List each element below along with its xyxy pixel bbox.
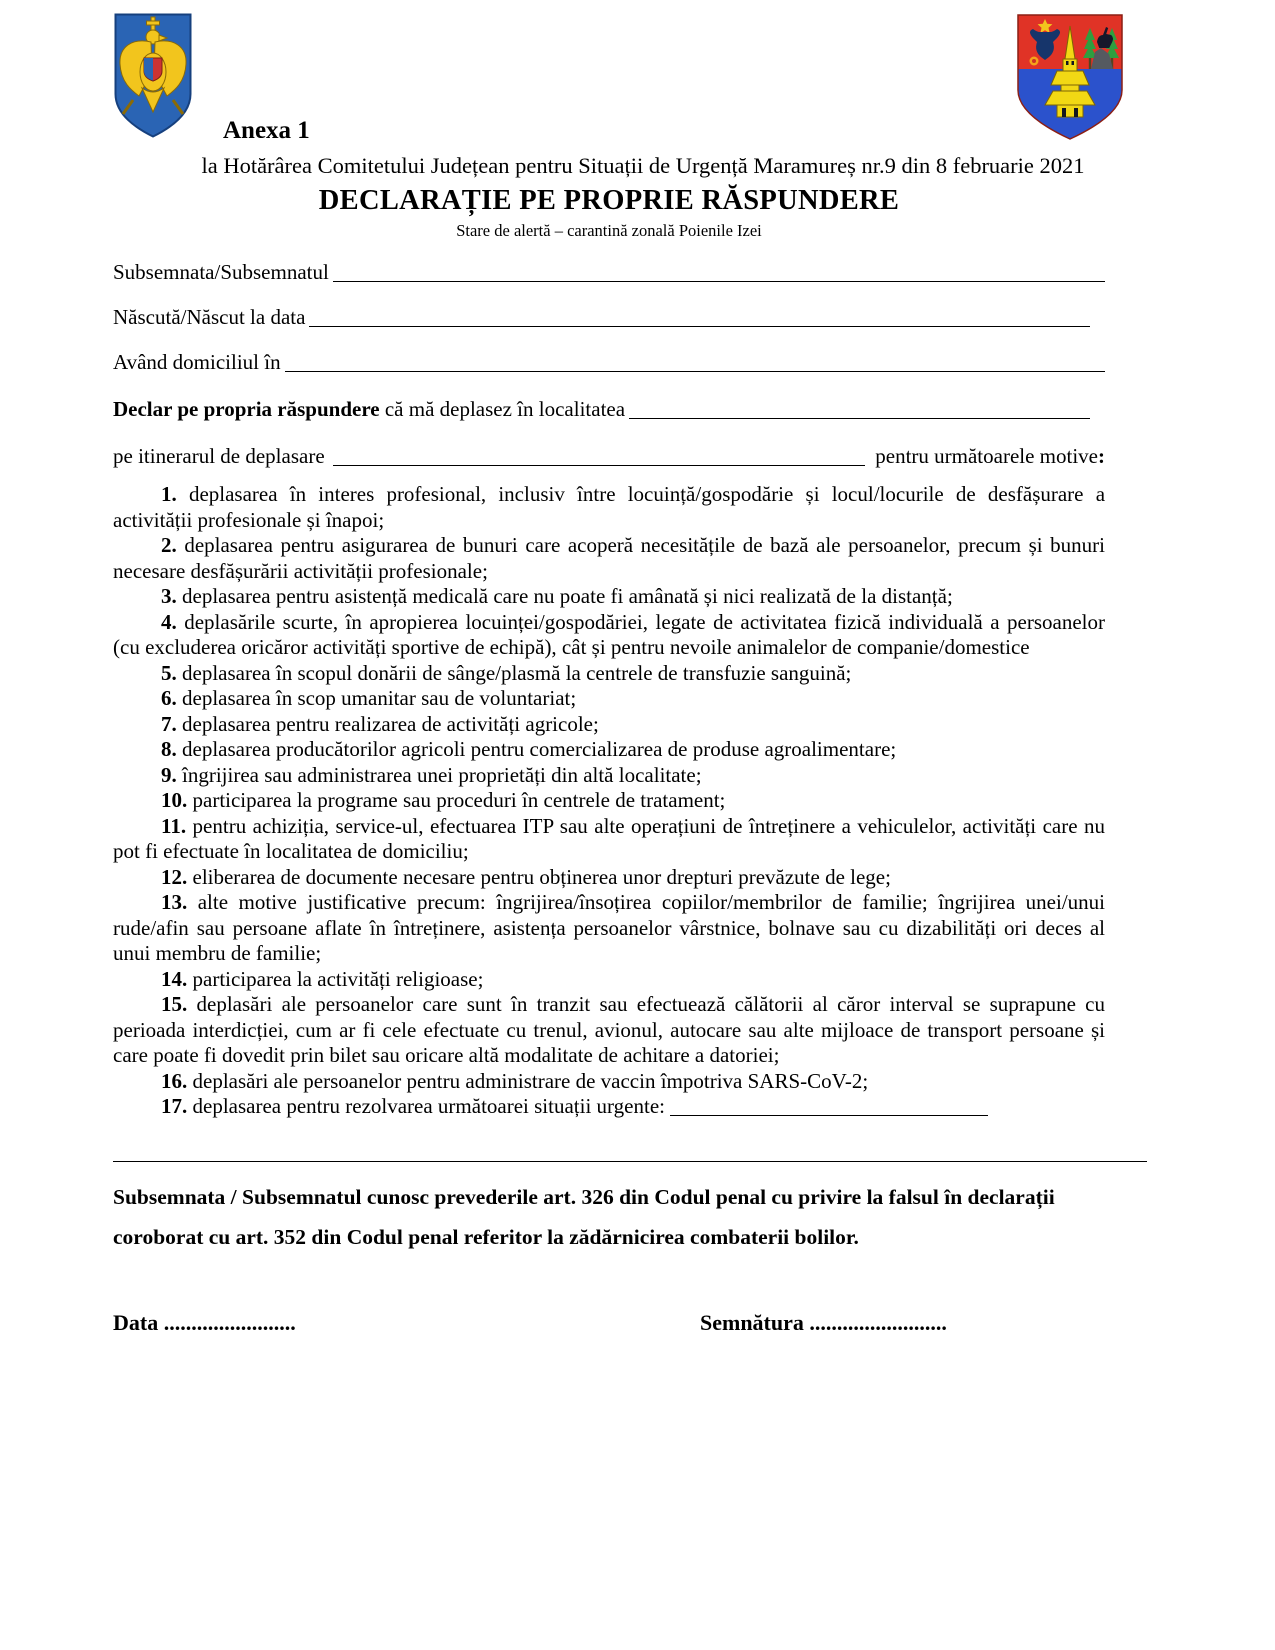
domicile-field-row: [113, 349, 1105, 375]
reason-text: participarea la activități religioase;: [192, 966, 484, 991]
reason-item-4: [113, 610, 1105, 661]
reason-item-6: [113, 686, 1105, 712]
declaration-lead-bold: Declar pe propria răspundere: [113, 397, 380, 421]
birthdate-blank-field[interactable]: [309, 304, 1090, 327]
identity-fields: [113, 259, 1105, 469]
reason-number: 1.: [161, 482, 177, 506]
reason-text: deplasarea pentru realizarea de activități agricole;: [182, 711, 599, 736]
signature-row: [113, 1310, 1105, 1336]
page-title: DECLARAȚIE PE PROPRIE RĂSPUNDERE: [318, 185, 900, 216]
reason-text: eliberarea de documente necesare pentru obținerea unor drepturi prevăzute de lege;: [192, 864, 891, 889]
reason-text: deplasări ale persoanelor care sunt în tranzit sau efectuează călătorii al căror interval se suprapune cu perioada interdicției, cum ar fi cele efectuate cu trenul, avionul, autocare sau alte mijloace de transport persoane și care poate fi dovedit prin bilet sau oricare altă modalitate de achitare a datoriei;: [113, 992, 1105, 1067]
reason-text: pentru achiziția, service-ul, efectuarea ITP sau alte operațiuni de întreținere a vehiculelor, activități care nu pot fi efectuate în localitatea de domiciliu;: [113, 813, 1105, 863]
reason-text: deplasarea producătorilor agricoli pentru comercializarea de produse agroalimentare;: [182, 737, 897, 761]
itinerary-field-row: [113, 443, 1105, 469]
romania-coat-of-arms-icon: [113, 12, 193, 139]
itinerary-blank-field[interactable]: [333, 443, 866, 466]
reason-item-14: [113, 967, 1105, 993]
reason-number: 7.: [161, 711, 177, 736]
annex-label: Anexa 1: [223, 117, 310, 144]
name-label: Subsemnata/Subsemnatul: [113, 260, 329, 284]
reason-text: participarea la programe sau proceduri în centrele de tratament;: [192, 788, 726, 812]
maramures-coat-of-arms-icon: [1015, 12, 1125, 142]
reason-number: 10.: [161, 788, 188, 812]
destination-field-row: [113, 396, 1105, 422]
legal-notice: Subsemnata / Subsemnatul cunosc prevederile art. 326 din Codul penal cu privire la falsul în declarații coroborat cu art. 352 din Codul penal referitor la zădărnicirea combaterii bolilor.: [113, 1184, 1055, 1249]
reason-number: 13.: [161, 890, 188, 914]
reason-item-13: [113, 890, 1105, 967]
reason-text: deplasările scurte, în apropierea locuinței/gospodăriei, legate de activitatea fizică individuală a persoanelor (cu excluderea oricăror activități sportive de echipă), cât și pentru nevoile animalelor de companie/domestice: [113, 609, 1105, 659]
document-header: [113, 0, 1105, 240]
signature-field: [700, 1310, 947, 1336]
reason-text: alte motive justificative precum: îngrijirea/însoțirea copiilor/membrilor de familie; îngrijirea unei/unui rude/afin sau persoane aflate în întreținere, asistența persoanelor vârstnice, bolnave sau cu dizabilități ori deces al unui membru de familie;: [113, 890, 1105, 965]
birthdate-field-row: [113, 304, 1105, 330]
reason-number: 17.: [161, 1094, 188, 1118]
birthdate-label: Născută/Născut la data: [113, 305, 306, 329]
reason-text: deplasări ale persoanelor pentru administrare de vaccin împotriva SARS-CoV-2;: [192, 1068, 869, 1093]
reason-item-10: [113, 788, 1105, 814]
reason-item-12: [113, 865, 1105, 891]
domicile-blank-field[interactable]: [285, 349, 1105, 372]
reason-number: 5.: [161, 660, 177, 685]
subordination-line: la Hotărârea Comitetului Județean pentru Situații de Urgență Maramureș nr.9 din 8 februarie 2021: [201, 153, 1085, 178]
signature-dots[interactable]: .........................: [809, 1309, 947, 1335]
separator-line: [113, 1161, 1147, 1162]
reason-text: deplasarea în scopul donării de sânge/plasmă la centrele de transfuzie sanguină;: [182, 660, 852, 685]
reason-item-17: [113, 1094, 1105, 1120]
declaration-lead-rest: că mă deplasez în localitatea: [384, 397, 626, 421]
reason-item-15: [113, 992, 1105, 1069]
reason-number: 15.: [161, 992, 188, 1016]
reason-number: 2.: [161, 533, 177, 557]
signature-label: Semnătura: [700, 1309, 804, 1335]
reason-text: deplasarea pentru asigurarea de bunuri care acoperă necesitățile de bază ale persoanelor, precum și bunuri necesare desfășurării activității profesionale;: [113, 533, 1106, 583]
reason-item-11: [113, 814, 1105, 865]
page-subtitle: Stare de alertă – carantină zonală Poienile Izei: [456, 221, 762, 240]
reason-number: 16.: [161, 1068, 188, 1093]
reason-text: deplasarea pentru asistență medicală care nu poate fi amânată și nici realizată de la distanță;: [182, 584, 953, 608]
urgent-situation-blank-field[interactable]: [670, 1097, 988, 1116]
reason-number: 14.: [161, 966, 188, 991]
name-field-row: [113, 259, 1105, 285]
domicile-label: Având domiciliul în: [113, 350, 281, 374]
reason-number: 8.: [161, 737, 177, 761]
reason-text: deplasarea în interes profesional, inclusiv între locuință/gospodărie și locul/locurile de desfășurare a activității profesionale și înapoi;: [113, 482, 1106, 532]
itinerary-label: pe itinerarul de deplasare: [113, 444, 325, 468]
reason-item-16: [113, 1069, 1105, 1095]
reason-number: 11.: [161, 813, 187, 838]
reason-item-8: [113, 737, 1105, 763]
itinerary-suffix: pentru următoarele motive:: [875, 444, 1105, 468]
reason-text: deplasarea pentru rezolvarea următoarei situații urgente:: [192, 1094, 665, 1118]
reason-number: 4.: [161, 609, 177, 634]
reason-text: îngrijirea sau administrarea unei proprietăți din altă localitate;: [182, 762, 702, 787]
reason-number: 6.: [161, 686, 177, 710]
reason-item-5: [113, 661, 1105, 687]
reason-item-3: [113, 584, 1105, 610]
reasons-list: [113, 482, 1105, 1120]
name-blank-field[interactable]: [333, 259, 1105, 282]
destination-blank-field[interactable]: [629, 396, 1090, 419]
reason-number: 12.: [161, 864, 188, 889]
reason-number: 3.: [161, 584, 177, 608]
date-field: [113, 1310, 700, 1336]
reason-number: 9.: [161, 762, 177, 787]
declaration-lead: [113, 396, 625, 422]
reason-item-7: [113, 712, 1105, 738]
reason-item-9: [113, 763, 1105, 789]
reason-item-1: [113, 482, 1105, 533]
reason-item-2: [113, 533, 1105, 584]
date-label: Data: [113, 1309, 159, 1335]
date-dots[interactable]: ........................: [163, 1309, 296, 1335]
reason-text: deplasarea în scop umanitar sau de voluntariat;: [182, 686, 577, 710]
